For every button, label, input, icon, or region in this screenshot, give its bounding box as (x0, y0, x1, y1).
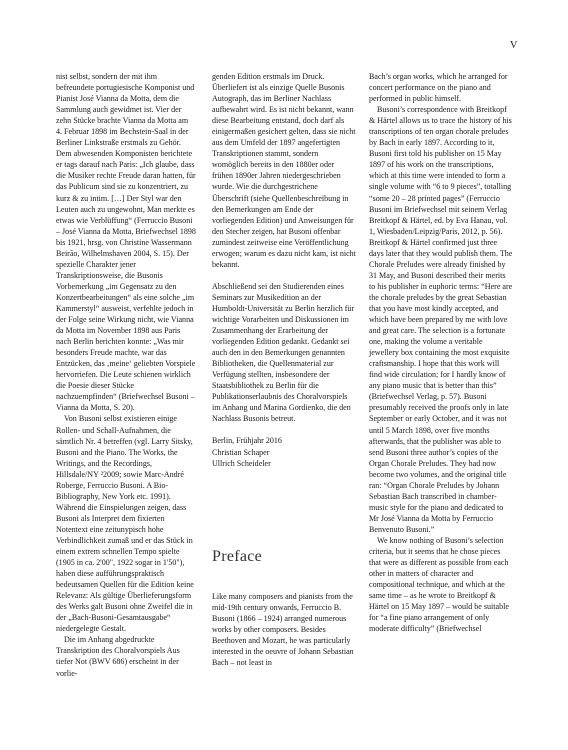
signature-block (212, 435, 356, 468)
paragraph: Like many composers and pianists from the mid-19th century onwards, Ferruccio B. Busoni (1866 – 1924) arranged numerous works by other composers. Besides Beethoven and Mozart, he was particularly interested in the oeuvre of Johann Sebastian Bach – not least in (212, 592, 354, 668)
signature-place-date: Berlin, Frühjahr 2016 (212, 436, 282, 446)
paragraph: Von Busoni selbst existieren einige Rollen- und Schall-Aufnahmen, die sämtlich Nr. 4 betreffen (vgl. Larry Sitsky, Busoni and the Piano. The Works, the Writings, and the Recordings, Hillsdale/NY ²2009; sowie Marc-André Roberge, Ferruccio Busoni. A Bio-Bibliography, New York etc. 1991). Während die Einspielungen zeigen, dass Busoni als Interpret dem fixierten Notentext eine zeitunypisch hohe Verbindlichkeit zumaß und er das Stück in einem extrem schnellen Tempo spielte (1905 in ca. 2'00", 1922 sogar in 1'50"), haben diese aufführungspraktisch bedeutsamen Quellen für die Edition keine Relevanz: Als gültige Überlieferungsform des Werks galt Busoni ohne Zweifel die in der „Bach-Busoni-Gesamtausgabe“ niedergelegte Gestalt. (56, 414, 194, 634)
paragraph: Die im Anhang abgedruckte Transkription des Choralvorspiels Aus tiefer Not (BWV 686) erscheint in der vorlie- (56, 635, 180, 678)
preface-heading: Preface (212, 548, 263, 565)
acknowledgements-paragraph: Abschließend sei den Studierenden eines Seminars zur Musikedition an der Humboldt-Universität zu Berlin herzlich für wichtige Vorarbeiten und Diskussionen im Zusammenhang der Erarbeitung der vorliegenden Edition gedankt. Gedankt sei auch den in den Bemerkungen genannten Bibliotheken, die Quellenmaterial zur Verfügung stellten, insbesondere der Staatsbibliothek zu Berlin für die Publikationserlaubnis des Choralvorspiels im Anhang und Marina Gordienko, die den Nachlass Busonis betreut. (212, 281, 355, 424)
signature-author-2: Ullrich Scheideler (212, 458, 271, 468)
page-number: V (509, 40, 518, 51)
paragraph: Bach’s organ works, which he arranged for concert performance on the piano and performed in public himself. (369, 72, 508, 104)
column-german-middle (212, 71, 356, 469)
column-english-middle (212, 591, 356, 668)
column-english-right (369, 71, 513, 634)
paragraph: We know nothing of Busoni’s selection criteria, but it seems that he chose pieces that were as different as possible from each other in matters of character and compositional technique, and which at the same time – as he wrote to Breitkopf & Härtel on 15 May 1897 – would be suitable for “a fine piano arrangement of only moderate difficulty” (Briefwechsel (369, 535, 509, 634)
signature-author-1: Christian Schaper (212, 447, 270, 457)
paragraph: genden Edition erstmals im Druck. Überliefert ist als einzige Quelle Busonis Autograph, das im Berliner Nachlass aufbewahrt wird. Es ist nicht bekannt, wann diese Bearbeitung entstand, doch darf als einigermaßen gesichert gelten, dass sie nicht aus dem Umfeld der 1897 angefertigten Transkriptionen stammt, sondern womöglich bereits in den 1880er oder frühen 1890er Jahren niedergeschrieben wurde. Wie die durchgestrichene Überschrift (siehe Quellenbeschreibung in den Bemerkungen am Ende der vorliegenden Edition) und Anweisungen für den Stecher zeigen, hat Busoni offenbar zumindest zeitweise eine Veröffentlichung erwogen; warum es dazu nicht kam, ist nicht bekannt. (212, 72, 356, 269)
paragraph: nist selbst, sondern der mit ihm befreundete portugiesische Komponist und Pianist José Vianna da Motta, dem die Sammlung auch gewidmet ist. Vier der zehn Stücke brachte Vianna da Motta am 4. Februar 1898 im Bechstein-Saal in der Berliner Linkstraße erstmals zu Gehör. Dem abwesenden Komponisten berichtete er tags darauf nach Paris: „Ich glaube, dass die Musiker rechte Freude daran hatten, für das Publicum sind sie zu konzentriert, zu kurz & zu intim. […] Der Styl war den Leuten auch zu ungewohnt, Man merkte es etwas wie Verblüffung“ (Ferruccio Busoni – José Vianna da Motta, Briefwechsel 1898 bis 1921, hrsg. von Christine Wassermann Beirão, Wilhelmshaven 2004, S. 15). Der spezielle Charakter jener Transkriptionsweise, die Busonis Vorbemerkung „im Gegensatz zu den Konzertbearbeitungen“ als eine solche „im Kammerstyl“ ausweist, verfehlte jedoch in der Folge seine Wirkung nicht, wie Vianna da Motta im November 1898 aus Paris nach Berlin berichten konnte: „Was mir besonders Freude machte, war das Entzücken, das ‚meine‘ geliebten Vorspiele hervorriefen. Die Leute schienen wirklich die Poesie dieser Stücke nachzuempfinden“ (Briefwechsel Busoni – Vianna da Motta, S. 20). (56, 72, 196, 413)
column-german-left (56, 71, 196, 679)
paragraph: Busoni’s correspondence with Breitkopf & Härtel allows us to trace the history of his transcriptions of ten organ chorale preludes by Bach in early 1897. According to it, Busoni first told his publisher on 15 May 1897 of his work on the transcriptions, which at this time were intended to form a single volume with “6 to 9 pieces”, totalling “some 20 – 28 printed pages” (Ferruccio Busoni im Briefwechsel mit seinem Verlag Breitkopf & Härtel, ed. by Eva Hanau, vol. 1, Wiesbaden/Leipzig/Paris, 2012, p. 56). Breitkopf & Härtel confirmed just three days later that they would publish them. The Chorale Preludes were already finished by 31 May, and Busoni described their merits to his publisher in euphoric terms: “Here are the chorale preludes by the great Sebastian that you have most kindly accepted, and which have been prepared by me with love and great care. The selection is a fortunate one, making the volume a veritable jewellery box containing the most exquisite craftsmanship. I hope that this work will find wide circulation; for I hardly know of any piano music that is better than this” (Briefwechsel Verlag, p. 57). Busoni presumably received the proofs only in late September or early October, and it was not until 5 March 1898, over five months afterwards, that the publisher was able to send Busoni three author’s copies of the Organ Chorale Preludes. They had now become two volumes, and the original title ran: “Organ Chorale Preludes by Johann Sebastian Bach transcribed in chamber-music style for the piano and dedicated to Mr José Vianna da Motta by Ferruccio Benvenuto Busoni.” (369, 105, 513, 534)
